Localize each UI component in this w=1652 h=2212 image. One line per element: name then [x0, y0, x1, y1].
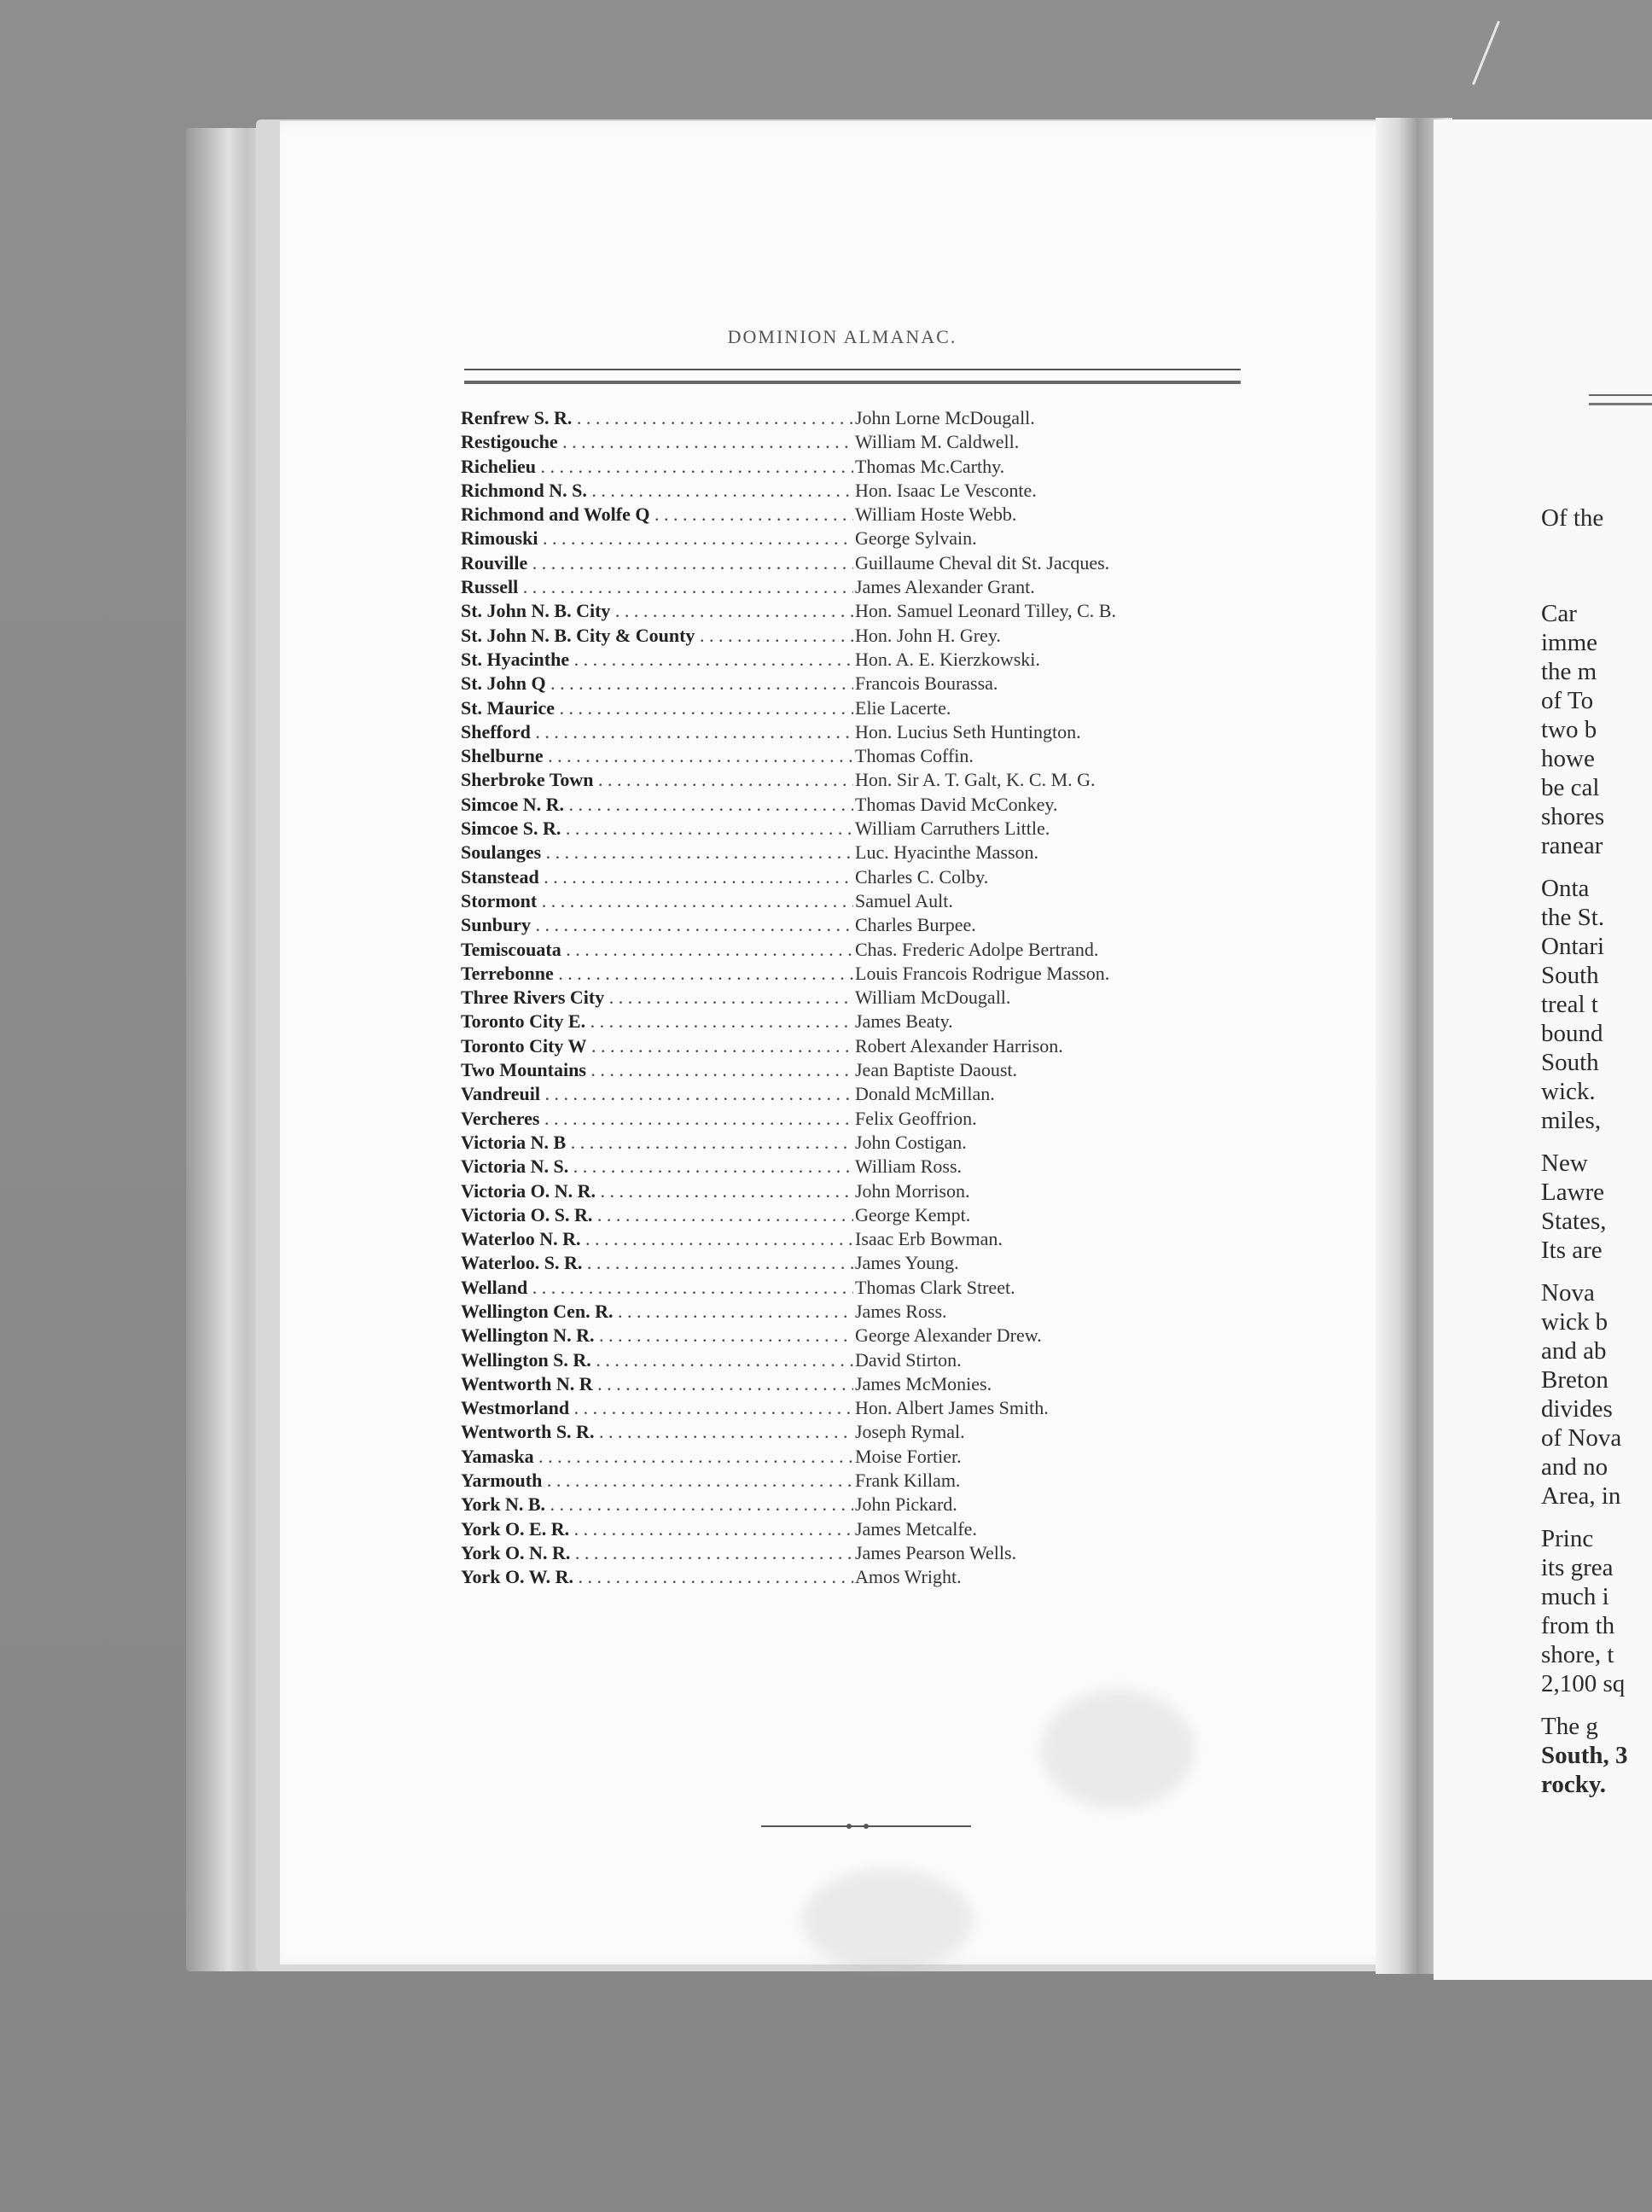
- riding-name: Richmond and Wolfe Q . . .: [461, 503, 853, 527]
- riding-name: Temiscouata . . .: [461, 938, 853, 962]
- member-name: William Hoste Webb.: [855, 504, 1017, 526]
- smudge: [802, 1869, 973, 1971]
- member-name: Francois Bourassa.: [855, 672, 998, 695]
- entry-row: [461, 1276, 1246, 1300]
- right-page-line: and ab: [1541, 1337, 1607, 1365]
- member-name: Jean Baptiste Daoust.: [855, 1059, 1018, 1081]
- entry-row: [461, 551, 1246, 575]
- riding-name: Westmorland . . .: [461, 1396, 853, 1420]
- right-page-line: The g: [1541, 1713, 1598, 1740]
- riding-name: Yarmouth . . .: [461, 1469, 853, 1493]
- right-page-line: rocky.: [1541, 1771, 1606, 1798]
- right-page-line: Nova: [1541, 1279, 1595, 1307]
- entry-row: [461, 527, 1246, 550]
- riding-name: Richmond N. S. . . .: [461, 479, 853, 503]
- member-name: Hon. Lucius Seth Huntington.: [855, 720, 1081, 742]
- right-page-line: its grea: [1541, 1554, 1614, 1581]
- ornament-dot: [846, 1824, 852, 1829]
- entry-row: [461, 768, 1246, 792]
- entry-row: [461, 1107, 1246, 1131]
- member-name: William M. Caldwell.: [855, 431, 1020, 453]
- right-page-line: of Nova: [1541, 1424, 1622, 1452]
- member-name: Elie Lacerte.: [855, 696, 951, 719]
- member-name: John Lorne McDougall.: [855, 407, 1035, 428]
- member-name: Guillaume Cheval dit St. Jacques.: [855, 551, 1110, 573]
- riding-name: Simcoe S. R. . . .: [461, 817, 853, 841]
- right-page-line: Area, in: [1541, 1482, 1621, 1510]
- right-page-line: South: [1541, 962, 1599, 989]
- riding-name: Vandreuil . . .: [461, 1082, 853, 1106]
- entry-row: [461, 1082, 1246, 1106]
- entry-row: [461, 503, 1246, 527]
- member-name: Hon. Sir A. T. Galt, K. C. M. G.: [855, 769, 1096, 791]
- entry-row: [461, 1517, 1246, 1541]
- right-page-line: Breton: [1541, 1366, 1608, 1394]
- right-page-line: of To: [1541, 687, 1594, 714]
- member-name: George Alexander Drew.: [855, 1324, 1042, 1347]
- riding-name: Restigouche . . .: [461, 430, 853, 454]
- member-name: Robert Alexander Harrison.: [855, 1034, 1063, 1057]
- riding-name: Victoria O. N. R. . . .: [461, 1179, 853, 1203]
- member-name: John Costigan.: [855, 1131, 967, 1153]
- riding-name: Three Rivers City . . .: [461, 986, 853, 1010]
- entry-row: [461, 406, 1246, 430]
- entry-row: [461, 1469, 1246, 1493]
- member-name: Luc. Hyacinthe Masson.: [855, 841, 1039, 864]
- entry-row: [461, 1565, 1246, 1589]
- member-name: Charles Burpee.: [855, 914, 976, 936]
- right-page-line: New: [1541, 1150, 1588, 1177]
- riding-name: Two Mountains . . .: [461, 1058, 853, 1082]
- member-name: Donald McMillan.: [855, 1083, 995, 1105]
- riding-name: Toronto City E. . . .: [461, 1010, 853, 1033]
- right-page-line: South, 3: [1541, 1742, 1628, 1769]
- riding-name: York O. E. R. . . .: [461, 1517, 853, 1541]
- entry-row: [461, 1203, 1246, 1227]
- entry-row: [461, 865, 1246, 889]
- right-page-line: and no: [1541, 1453, 1608, 1481]
- right-page-line: South: [1541, 1049, 1599, 1076]
- right-page-line: the St.: [1541, 904, 1605, 931]
- member-name: John Morrison.: [855, 1179, 970, 1202]
- right-page-line: divides: [1541, 1395, 1613, 1423]
- member-name: Felix Geoffrion.: [855, 1107, 977, 1129]
- member-name: Thomas Mc.Carthy.: [855, 455, 1005, 477]
- right-page-line: Princ: [1541, 1525, 1594, 1552]
- riding-name: Russell . . .: [461, 575, 853, 599]
- riding-name: Victoria N. S. . . .: [461, 1155, 853, 1179]
- entry-row: [461, 599, 1246, 623]
- right-page-line: Onta: [1541, 875, 1590, 902]
- entry-row: [461, 1058, 1246, 1082]
- member-name: Thomas David McConkey.: [855, 793, 1058, 815]
- riding-name: York N. B. . . .: [461, 1493, 853, 1516]
- right-page-line: wick b: [1541, 1308, 1608, 1336]
- entry-row: [461, 720, 1246, 744]
- member-name: William Ross.: [855, 1155, 963, 1178]
- right-page-line: States,: [1541, 1208, 1607, 1235]
- right-page-line: treal t: [1541, 991, 1598, 1018]
- member-name: Moise Fortier.: [855, 1445, 962, 1467]
- riding-name: Wentworth N. R . . .: [461, 1372, 853, 1396]
- riding-name: Shefford . . .: [461, 720, 853, 744]
- entry-row: [461, 841, 1246, 864]
- member-name: James Beaty.: [855, 1010, 953, 1033]
- entry-row: [461, 1493, 1246, 1516]
- right-page-line: be cal: [1541, 774, 1600, 801]
- header-double-rule: [464, 369, 1241, 384]
- entry-row: [461, 1300, 1246, 1324]
- member-name: David Stirton.: [855, 1348, 962, 1371]
- member-name: Louis Francois Rodrigue Masson.: [855, 962, 1110, 984]
- member-name: Frank Killam.: [855, 1470, 961, 1492]
- member-list: [461, 406, 1246, 1590]
- member-name: James Metcalfe.: [855, 1517, 977, 1540]
- entry-row: [461, 1034, 1246, 1058]
- riding-name: Yamaska . . .: [461, 1445, 853, 1469]
- entry-row: [461, 575, 1246, 599]
- entry-row: [461, 962, 1246, 986]
- riding-name: St. John Q . . .: [461, 672, 853, 696]
- right-page-line: from th: [1541, 1612, 1615, 1639]
- riding-name: Terrebonne . . .: [461, 962, 853, 986]
- riding-name: Wellington N. R. . . .: [461, 1324, 853, 1348]
- member-name: Thomas Clark Street.: [855, 1276, 1015, 1298]
- riding-name: Stormont . . .: [461, 889, 853, 913]
- entry-row: [461, 1131, 1246, 1155]
- riding-name: York O. W. R. . . .: [461, 1565, 853, 1589]
- entry-row: [461, 1420, 1246, 1444]
- right-page-line: two b: [1541, 716, 1597, 743]
- member-name: Hon. Isaac Le Vesconte.: [855, 479, 1037, 501]
- right-page-line: wick.: [1541, 1078, 1596, 1105]
- member-name: Joseph Rymal.: [855, 1421, 965, 1443]
- entry-row: [461, 624, 1246, 648]
- right-page-line: Of the: [1541, 504, 1604, 532]
- closing-ornament: [761, 1824, 971, 1829]
- right-page-header-rule: [1589, 394, 1652, 405]
- entry-row: [461, 1396, 1246, 1420]
- right-page-line: 2,100 sq: [1541, 1670, 1626, 1697]
- riding-name: Victoria O. S. R. . . .: [461, 1203, 853, 1227]
- member-name: Samuel Ault.: [855, 889, 953, 911]
- riding-name: Wellington S. R. . . .: [461, 1348, 853, 1372]
- member-name: James McMonies.: [855, 1372, 992, 1394]
- right-page-line: much i: [1541, 1583, 1609, 1610]
- entry-row: [461, 648, 1246, 672]
- riding-name: Vercheres . . .: [461, 1107, 853, 1131]
- entry-row: [461, 889, 1246, 913]
- member-name: James Young.: [855, 1252, 959, 1274]
- member-name: Thomas Coffin.: [855, 745, 974, 767]
- member-name: George Sylvain.: [855, 527, 977, 550]
- ornament-dot: [864, 1824, 869, 1829]
- riding-name: Soulanges . . .: [461, 841, 853, 864]
- right-page-line: Ontari: [1541, 933, 1605, 960]
- entry-row: [461, 938, 1246, 962]
- member-name: George Kempt.: [855, 1203, 971, 1225]
- riding-name: Waterloo. S. R. . . .: [461, 1251, 853, 1275]
- riding-name: Toronto City W . . .: [461, 1034, 853, 1058]
- entry-row: [461, 986, 1246, 1010]
- member-name: James Ross.: [855, 1300, 947, 1322]
- member-name: Amos Wright.: [855, 1566, 962, 1588]
- riding-name: St. John N. B. City & County . . .: [461, 624, 853, 648]
- riding-name: Victoria N. B . . .: [461, 1131, 853, 1155]
- entry-row: [461, 1179, 1246, 1203]
- entry-row: [461, 744, 1246, 768]
- riding-name: St. Maurice . . .: [461, 696, 853, 720]
- right-page-line: miles,: [1541, 1107, 1602, 1134]
- member-name: William McDougall.: [855, 987, 1011, 1009]
- member-name: Charles C. Colby.: [855, 865, 989, 888]
- right-page-line: ranear: [1541, 832, 1603, 859]
- member-name: James Pearson Wells.: [855, 1541, 1017, 1563]
- riding-name: Stanstead . . .: [461, 865, 853, 889]
- entry-row: [461, 913, 1246, 937]
- member-name: Hon. Albert James Smith.: [855, 1397, 1049, 1419]
- riding-name: Waterloo N. R. . . .: [461, 1227, 853, 1251]
- member-name: Hon. A. E. Kierzkowski.: [855, 648, 1040, 670]
- riding-name: Welland . . .: [461, 1276, 853, 1300]
- smudge: [1041, 1690, 1195, 1809]
- right-page-line: Car: [1541, 600, 1577, 627]
- member-name: Chas. Frederic Adolpe Bertrand.: [855, 938, 1099, 960]
- right-page-line: shores: [1541, 803, 1605, 830]
- member-name: Hon. Samuel Leonard Tilley, C. B.: [855, 600, 1116, 622]
- riding-name: Richelieu . . .: [461, 455, 853, 479]
- right-page-line: Its are: [1541, 1237, 1603, 1264]
- entry-row: [461, 479, 1246, 503]
- entry-row: [461, 817, 1246, 841]
- right-page-line: shore, t: [1541, 1641, 1614, 1668]
- right-page-line: Lawre: [1541, 1179, 1605, 1206]
- member-name: Isaac Erb Bowman.: [855, 1228, 1003, 1250]
- member-name: James Alexander Grant.: [855, 576, 1035, 598]
- riding-name: St. John N. B. City . . .: [461, 599, 853, 623]
- entry-row: [461, 1155, 1246, 1179]
- right-page-line: bound: [1541, 1020, 1603, 1047]
- entry-row: [461, 1227, 1246, 1251]
- riding-name: Rimouski . . .: [461, 527, 853, 550]
- right-page-line: imme: [1541, 629, 1598, 656]
- entry-row: [461, 1348, 1246, 1372]
- riding-name: Renfrew S. R. . . .: [461, 406, 853, 430]
- running-head: DOMINION ALMANAC.: [727, 326, 957, 347]
- member-name: John Pickard.: [855, 1493, 957, 1516]
- riding-name: Shelburne . . .: [461, 744, 853, 768]
- riding-name: St. Hyacinthe . . .: [461, 648, 853, 672]
- member-name: Hon. John H. Grey.: [855, 624, 1001, 646]
- member-name: William Carruthers Little.: [855, 818, 1050, 840]
- entry-row: [461, 430, 1246, 454]
- riding-name: Simcoe N. R. . . .: [461, 793, 853, 817]
- entry-row: [461, 793, 1246, 817]
- entry-row: [461, 1541, 1246, 1565]
- riding-name: Wentworth S. R. . . .: [461, 1420, 853, 1444]
- entry-row: [461, 1372, 1246, 1396]
- right-page-line: howe: [1541, 745, 1595, 772]
- riding-name: Rouville . . .: [461, 551, 853, 575]
- riding-name: Sherbroke Town . . .: [461, 768, 853, 792]
- entry-row: [461, 672, 1246, 696]
- right-page-line: the m: [1541, 658, 1597, 685]
- riding-name: Wellington Cen. R. . . .: [461, 1300, 853, 1324]
- entry-row: [461, 1324, 1246, 1348]
- entry-row: [461, 1010, 1246, 1033]
- entry-row: [461, 455, 1246, 479]
- entry-row: [461, 1445, 1246, 1469]
- riding-name: Sunbury . . .: [461, 913, 853, 937]
- riding-name: York O. N. R. . . .: [461, 1541, 853, 1565]
- entry-row: [461, 696, 1246, 720]
- entry-row: [461, 1251, 1246, 1275]
